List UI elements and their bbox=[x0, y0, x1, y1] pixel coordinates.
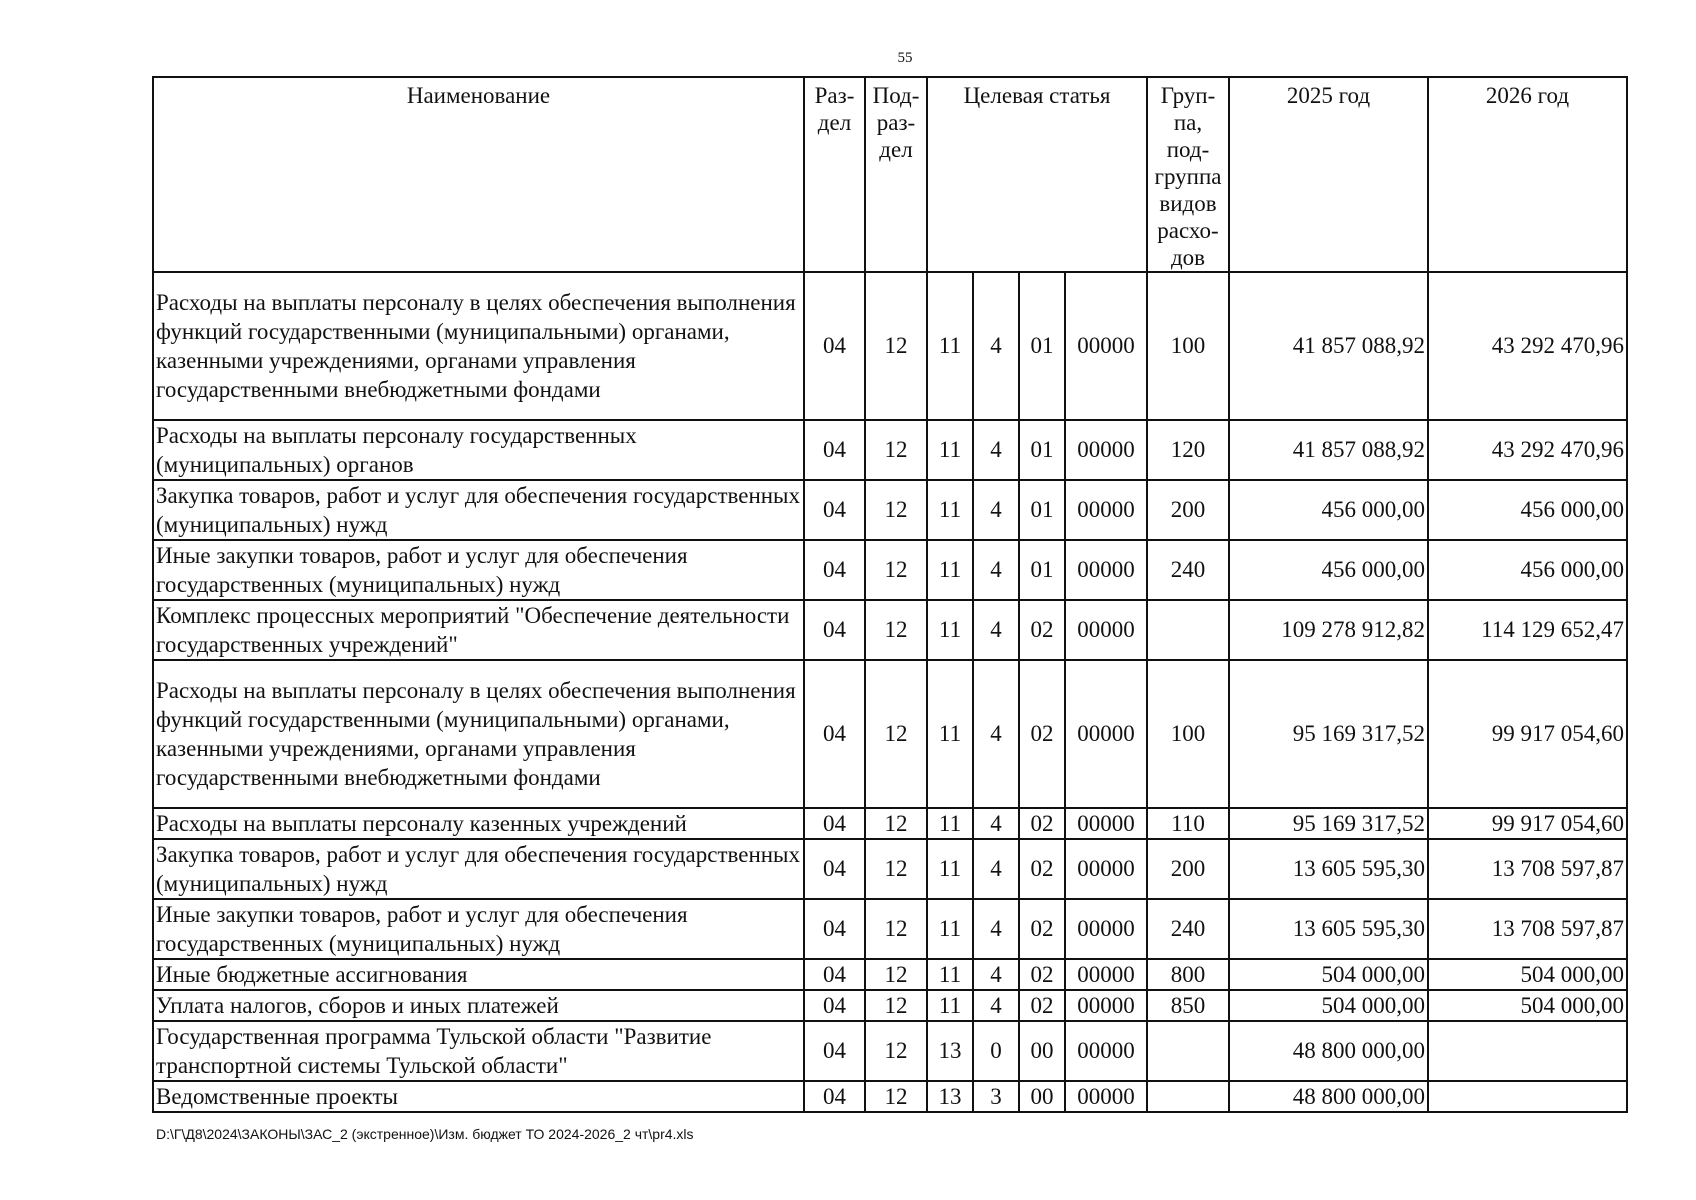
row-target-program: 11 bbox=[927, 540, 973, 600]
header-year-2025: 2025 год bbox=[1229, 77, 1428, 272]
row-target-program: 11 bbox=[927, 600, 973, 660]
row-expense-group: 240 bbox=[1147, 540, 1229, 600]
row-name: Уплата налогов, сборов и иных платежей bbox=[153, 990, 804, 1021]
row-subsection: 12 bbox=[865, 660, 927, 808]
row-expense-group: 110 bbox=[1147, 808, 1229, 839]
row-target-type: 4 bbox=[973, 272, 1019, 420]
row-subsection: 12 bbox=[865, 420, 927, 480]
row-amount-2026: 99 917 054,60 bbox=[1428, 808, 1627, 839]
header-year-2026: 2026 год bbox=[1428, 77, 1627, 272]
row-section: 04 bbox=[804, 959, 865, 990]
row-target-type: 4 bbox=[973, 600, 1019, 660]
row-amount-2025: 109 278 912,82 bbox=[1229, 600, 1428, 660]
row-amount-2026: 456 000,00 bbox=[1428, 540, 1627, 600]
row-subsection: 12 bbox=[865, 1081, 927, 1112]
row-target-structure: 02 bbox=[1019, 600, 1065, 660]
row-target-program: 11 bbox=[927, 839, 973, 899]
row-target-direction: 00000 bbox=[1065, 660, 1147, 808]
row-section: 04 bbox=[804, 808, 865, 839]
row-subsection: 12 bbox=[865, 899, 927, 959]
row-expense-group: 200 bbox=[1147, 839, 1229, 899]
row-target-direction: 00000 bbox=[1065, 1021, 1147, 1081]
row-amount-2025: 13 605 595,30 bbox=[1229, 839, 1428, 899]
table-row bbox=[153, 839, 1627, 899]
row-amount-2025: 504 000,00 bbox=[1229, 990, 1428, 1021]
row-amount-2025: 456 000,00 bbox=[1229, 540, 1428, 600]
row-amount-2026: 13 708 597,87 bbox=[1428, 899, 1627, 959]
table-row bbox=[153, 540, 1627, 600]
row-target-structure: 02 bbox=[1019, 959, 1065, 990]
row-target-structure: 02 bbox=[1019, 899, 1065, 959]
row-subsection: 12 bbox=[865, 990, 927, 1021]
row-section: 04 bbox=[804, 899, 865, 959]
row-name: Расходы на выплаты персоналу в целях обеспечения выполнения функций государственными (муниципальными) органами, казенными учреждениями, органами управления государственными внебюджетными фондами bbox=[153, 660, 804, 808]
row-subsection: 12 bbox=[865, 540, 927, 600]
table-header-row bbox=[153, 77, 1627, 272]
row-expense-group: 100 bbox=[1147, 272, 1229, 420]
row-target-direction: 00000 bbox=[1065, 600, 1147, 660]
row-target-program: 11 bbox=[927, 959, 973, 990]
row-section: 04 bbox=[804, 660, 865, 808]
row-name: Расходы на выплаты персоналу в целях обеспечения выполнения функций государственными (муниципальными) органами, казенными учреждениями, органами управления государственными внебюджетными фондами bbox=[153, 272, 804, 420]
row-expense-group: 100 bbox=[1147, 660, 1229, 808]
row-amount-2025: 95 169 317,52 bbox=[1229, 660, 1428, 808]
row-name: Комплекс процессных мероприятий "Обеспечение деятельности государственных учреждений" bbox=[153, 600, 804, 660]
row-target-program: 11 bbox=[927, 660, 973, 808]
row-name: Иные закупки товаров, работ и услуг для обеспечения государственных (муниципальных) нужд bbox=[153, 899, 804, 959]
row-amount-2026: 43 292 470,96 bbox=[1428, 272, 1627, 420]
row-target-type: 4 bbox=[973, 959, 1019, 990]
row-target-structure: 02 bbox=[1019, 839, 1065, 899]
table-row bbox=[153, 600, 1627, 660]
row-target-structure: 01 bbox=[1019, 540, 1065, 600]
row-name: Расходы на выплаты персоналу государственных (муниципальных) органов bbox=[153, 420, 804, 480]
table-row bbox=[153, 959, 1627, 990]
row-section: 04 bbox=[804, 272, 865, 420]
row-subsection: 12 bbox=[865, 480, 927, 540]
row-section: 04 bbox=[804, 839, 865, 899]
row-target-type: 0 bbox=[973, 1021, 1019, 1081]
table-row bbox=[153, 272, 1627, 420]
row-subsection: 12 bbox=[865, 808, 927, 839]
row-target-type: 4 bbox=[973, 839, 1019, 899]
row-name: Ведомственные проекты bbox=[153, 1081, 804, 1112]
row-amount-2026 bbox=[1428, 1021, 1627, 1081]
row-name: Иные бюджетные ассигнования bbox=[153, 959, 804, 990]
row-section: 04 bbox=[804, 600, 865, 660]
row-amount-2026: 114 129 652,47 bbox=[1428, 600, 1627, 660]
budget-table bbox=[152, 76, 1628, 1113]
row-target-structure: 01 bbox=[1019, 420, 1065, 480]
table-row bbox=[153, 990, 1627, 1021]
row-subsection: 12 bbox=[865, 959, 927, 990]
table-row bbox=[153, 660, 1627, 808]
row-target-structure: 00 bbox=[1019, 1081, 1065, 1112]
row-expense-group bbox=[1147, 1021, 1229, 1081]
row-section: 04 bbox=[804, 420, 865, 480]
row-target-type: 4 bbox=[973, 480, 1019, 540]
row-target-program: 11 bbox=[927, 808, 973, 839]
header-target-article: Целевая статья bbox=[927, 77, 1147, 272]
row-amount-2026: 99 917 054,60 bbox=[1428, 660, 1627, 808]
row-target-structure: 01 bbox=[1019, 272, 1065, 420]
row-target-direction: 00000 bbox=[1065, 808, 1147, 839]
row-target-type: 4 bbox=[973, 660, 1019, 808]
row-expense-group: 240 bbox=[1147, 899, 1229, 959]
table-row bbox=[153, 420, 1627, 480]
row-name: Закупка товаров, работ и услуг для обеспечения государственных (муниципальных) нужд bbox=[153, 839, 804, 899]
row-target-direction: 00000 bbox=[1065, 272, 1147, 420]
row-amount-2026: 504 000,00 bbox=[1428, 959, 1627, 990]
row-name: Иные закупки товаров, работ и услуг для обеспечения государственных (муниципальных) нужд bbox=[153, 540, 804, 600]
row-amount-2025: 456 000,00 bbox=[1229, 480, 1428, 540]
row-target-direction: 00000 bbox=[1065, 959, 1147, 990]
row-subsection: 12 bbox=[865, 839, 927, 899]
row-amount-2025: 48 800 000,00 bbox=[1229, 1081, 1428, 1112]
row-section: 04 bbox=[804, 1081, 865, 1112]
table-row bbox=[153, 899, 1627, 959]
row-expense-group: 120 bbox=[1147, 420, 1229, 480]
table-row bbox=[153, 1081, 1627, 1112]
row-subsection: 12 bbox=[865, 1021, 927, 1081]
row-target-direction: 00000 bbox=[1065, 1081, 1147, 1112]
row-target-structure: 02 bbox=[1019, 990, 1065, 1021]
row-section: 04 bbox=[804, 990, 865, 1021]
row-target-direction: 00000 bbox=[1065, 420, 1147, 480]
row-name: Закупка товаров, работ и услуг для обеспечения государственных (муниципальных) нужд bbox=[153, 480, 804, 540]
header-name: Наименование bbox=[153, 77, 804, 272]
row-target-type: 4 bbox=[973, 899, 1019, 959]
row-name: Государственная программа Тульской области "Развитие транспортной системы Тульской области" bbox=[153, 1021, 804, 1081]
row-target-structure: 00 bbox=[1019, 1021, 1065, 1081]
row-target-type: 4 bbox=[973, 990, 1019, 1021]
row-amount-2025: 41 857 088,92 bbox=[1229, 420, 1428, 480]
row-target-type: 3 bbox=[973, 1081, 1019, 1112]
row-target-structure: 01 bbox=[1019, 480, 1065, 540]
table-body bbox=[153, 272, 1627, 1112]
row-amount-2025: 95 169 317,52 bbox=[1229, 808, 1428, 839]
table-row bbox=[153, 808, 1627, 839]
row-target-type: 4 bbox=[973, 420, 1019, 480]
row-target-structure: 02 bbox=[1019, 808, 1065, 839]
row-section: 04 bbox=[804, 540, 865, 600]
row-section: 04 bbox=[804, 480, 865, 540]
row-amount-2026: 13 708 597,87 bbox=[1428, 839, 1627, 899]
row-expense-group bbox=[1147, 600, 1229, 660]
row-target-direction: 00000 bbox=[1065, 839, 1147, 899]
row-target-direction: 00000 bbox=[1065, 899, 1147, 959]
row-expense-group: 850 bbox=[1147, 990, 1229, 1021]
row-amount-2026: 504 000,00 bbox=[1428, 990, 1627, 1021]
row-amount-2025: 13 605 595,30 bbox=[1229, 899, 1428, 959]
row-expense-group: 800 bbox=[1147, 959, 1229, 990]
row-subsection: 12 bbox=[865, 600, 927, 660]
row-target-program: 11 bbox=[927, 420, 973, 480]
row-amount-2026: 456 000,00 bbox=[1428, 480, 1627, 540]
row-amount-2025: 48 800 000,00 bbox=[1229, 1021, 1428, 1081]
header-expense-group: Груп- па, под- группа видов расхо- дов bbox=[1147, 77, 1229, 272]
row-target-structure: 02 bbox=[1019, 660, 1065, 808]
row-amount-2026 bbox=[1428, 1081, 1627, 1112]
header-subsection: Под- раз- дел bbox=[865, 77, 927, 272]
row-target-program: 11 bbox=[927, 990, 973, 1021]
row-amount-2026: 43 292 470,96 bbox=[1428, 420, 1627, 480]
row-name: Расходы на выплаты персоналу казенных учреждений bbox=[153, 808, 804, 839]
row-target-program: 11 bbox=[927, 272, 973, 420]
row-section: 04 bbox=[804, 1021, 865, 1081]
file-path-footer: D:\Г\Д8\2024\ЗАКОНЫ\ЗАС_2 (экстренное)\Изм. бюджет ТО 2024-2026_2 чт\pr4.xls bbox=[156, 1126, 694, 1142]
table-row bbox=[153, 1021, 1627, 1081]
row-subsection: 12 bbox=[865, 272, 927, 420]
row-target-program: 13 bbox=[927, 1081, 973, 1112]
row-expense-group bbox=[1147, 1081, 1229, 1112]
row-target-direction: 00000 bbox=[1065, 990, 1147, 1021]
table-row bbox=[153, 480, 1627, 540]
row-target-program: 13 bbox=[927, 1021, 973, 1081]
header-section: Раз- дел bbox=[804, 77, 865, 272]
row-target-program: 11 bbox=[927, 480, 973, 540]
row-target-type: 4 bbox=[973, 808, 1019, 839]
row-expense-group: 200 bbox=[1147, 480, 1229, 540]
row-amount-2025: 504 000,00 bbox=[1229, 959, 1428, 990]
row-target-direction: 00000 bbox=[1065, 540, 1147, 600]
row-amount-2025: 41 857 088,92 bbox=[1229, 272, 1428, 420]
row-target-direction: 00000 bbox=[1065, 480, 1147, 540]
row-target-program: 11 bbox=[927, 899, 973, 959]
page-number: 55 bbox=[897, 50, 913, 66]
row-target-type: 4 bbox=[973, 540, 1019, 600]
